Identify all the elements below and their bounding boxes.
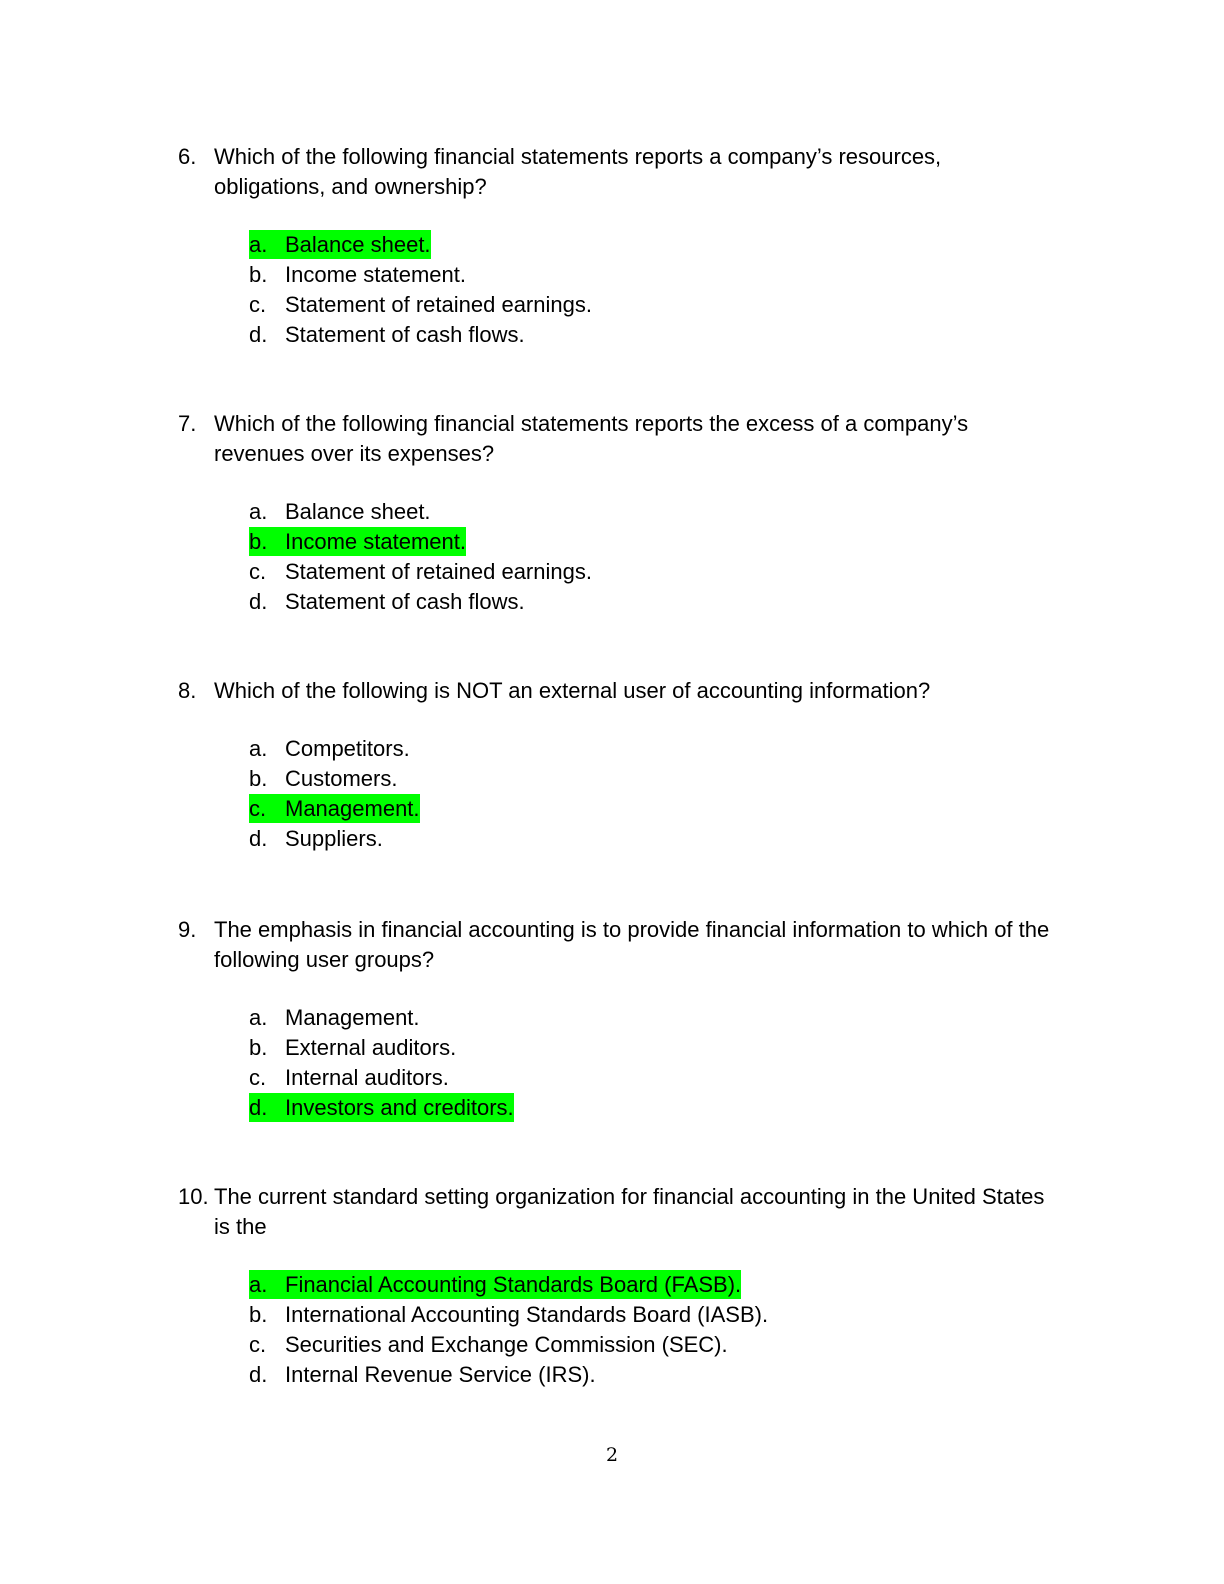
answer-option-d (249, 1093, 1058, 1123)
answer-option-a (249, 497, 1058, 527)
option-text: Income statement. (285, 262, 466, 287)
answer-options (249, 1270, 1058, 1390)
option-text: Competitors. (285, 736, 410, 761)
option-text: Balance sheet. (285, 232, 431, 257)
question-text: Which of the following financial statements reports the excess of a company’s revenues over its expenses? (214, 411, 969, 466)
question-7 (178, 409, 1058, 617)
option-letter: a. (249, 1005, 268, 1030)
answer-option-b (249, 260, 1058, 290)
option-text: Internal Revenue Service (IRS). (285, 1362, 596, 1387)
answer-option-a (249, 1003, 1058, 1033)
option-letter: b. (249, 1302, 268, 1327)
option-letter: a. (249, 736, 268, 761)
question-stem (178, 409, 1058, 469)
answer-option-b (249, 764, 1058, 794)
option-text: Income statement. (285, 529, 466, 554)
option-letter: c. (249, 559, 267, 584)
option-text: Balance sheet. (285, 499, 431, 524)
option-text: Management. (285, 1005, 420, 1030)
option-letter: b. (249, 1035, 268, 1060)
option-letter: b. (249, 766, 268, 791)
answer-options (249, 1003, 1058, 1123)
answer-options (249, 497, 1058, 617)
option-letter: c. (249, 1332, 267, 1357)
option-text: Statement of retained earnings. (285, 559, 592, 584)
question-8 (178, 676, 1058, 854)
option-text: Suppliers. (285, 826, 383, 851)
option-letter: c. (249, 796, 267, 821)
option-letter: b. (249, 529, 268, 554)
question-9 (178, 915, 1058, 1123)
option-letter: d. (249, 1362, 268, 1387)
option-text: Statement of cash flows. (285, 322, 525, 347)
option-text: Management. (285, 796, 420, 821)
option-text: Customers. (285, 766, 398, 791)
question-stem (178, 676, 1058, 706)
option-text: External auditors. (285, 1035, 457, 1060)
option-letter: c. (249, 292, 267, 317)
question-text: The current standard setting organization for financial accounting in the United States is the (214, 1184, 1045, 1239)
option-letter: a. (249, 232, 268, 257)
option-letter: d. (249, 322, 268, 347)
page-number: 2 (605, 1444, 619, 1466)
option-letter: b. (249, 262, 268, 287)
option-letter: a. (249, 1272, 268, 1297)
option-letter: a. (249, 499, 268, 524)
question-text: The emphasis in financial accounting is to provide financial information to which of the following user groups? (214, 917, 1050, 972)
option-text: Investors and creditors. (285, 1095, 514, 1120)
answer-option-d (249, 320, 1058, 350)
answer-options (249, 230, 1058, 350)
option-text: Statement of retained earnings. (285, 292, 592, 317)
answer-option-d (249, 824, 1058, 854)
answer-option-a (249, 734, 1058, 764)
question-number: 7. (178, 411, 197, 436)
option-letter: d. (249, 589, 268, 614)
answer-option-b (249, 1033, 1058, 1063)
question-10 (178, 1182, 1058, 1390)
question-stem (178, 1182, 1058, 1242)
question-number: 6. (178, 144, 197, 169)
option-text: Internal auditors. (285, 1065, 449, 1090)
option-text: Financial Accounting Standards Board (FASB). (285, 1272, 742, 1297)
question-number: 8. (178, 678, 197, 703)
answer-option-c (249, 1063, 1058, 1093)
option-text: Securities and Exchange Commission (SEC). (285, 1332, 728, 1357)
option-letter: d. (249, 1095, 268, 1120)
option-text: Statement of cash flows. (285, 589, 525, 614)
question-stem (178, 142, 1058, 202)
option-letter: c. (249, 1065, 267, 1090)
question-6 (178, 142, 1058, 350)
question-text: Which of the following is NOT an external user of accounting information? (214, 678, 931, 703)
option-text: International Accounting Standards Board (IASB). (285, 1302, 769, 1327)
answer-option-b (249, 1300, 1058, 1330)
answer-option-a (249, 230, 1058, 260)
question-number: 9. (178, 917, 197, 942)
question-text: Which of the following financial statements reports a company’s resources, obligations, and ownership? (214, 144, 942, 199)
answer-option-c (249, 794, 1058, 824)
answer-option-c (249, 557, 1058, 587)
answer-option-d (249, 587, 1058, 617)
answer-option-c (249, 1330, 1058, 1360)
option-letter: d. (249, 826, 268, 851)
question-number: 10. (178, 1184, 209, 1209)
answer-option-d (249, 1360, 1058, 1390)
answer-options (249, 734, 1058, 854)
answer-option-c (249, 290, 1058, 320)
answer-option-b (249, 527, 1058, 557)
answer-option-a (249, 1270, 1058, 1300)
question-stem (178, 915, 1058, 975)
